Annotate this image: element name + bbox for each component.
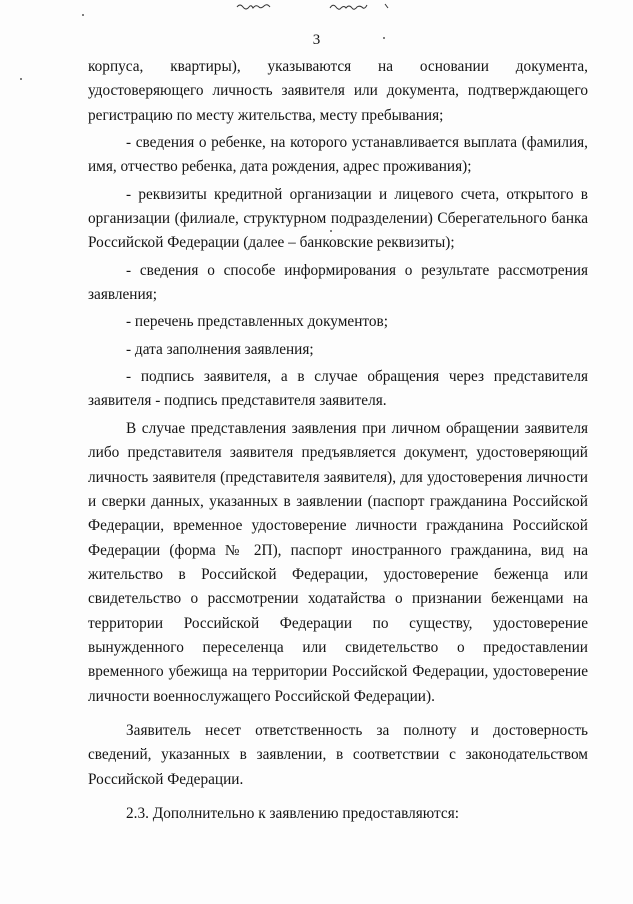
- list-item-fill-date: - дата заполнения заявления;: [126, 340, 314, 358]
- list-item-documents-list: - перечень представленных документов;: [126, 313, 388, 331]
- page-number: 3: [312, 32, 321, 48]
- paragraph-section-2-3: 2.3. Дополнительно к заявлению предоставляются:: [126, 804, 459, 822]
- paragraph: корпуса, квартиры), указываются на основании документа, удостоверяющего личность заявителя или документа, подтверждающего регистрацию по месту жительства, месту пребывания;: [88, 58, 588, 124]
- list-item-signature: - подпись заявителя, а в случае обращения через представителя заявителя - подпись представителя заявителя.: [88, 368, 588, 410]
- list-item-bank-details: - реквизиты кредитной организации и лицевого счета, открытого в организации (филиале, структурном подразделении) Сберегательного банка Российской Федерации (далее – банковские реквизиты);: [88, 185, 588, 252]
- body-text: [88, 55, 588, 826]
- paragraph-responsibility: Заявитель несет ответственность за полноту и достоверность сведений, указанных в заявлении, в соответствии с законодательством Российской Федерации.: [88, 721, 588, 788]
- page-speck: [20, 78, 22, 80]
- list-item-notification-method: - сведения о способе информирования о результате рассмотрения заявления;: [88, 261, 588, 304]
- header-scribble-marks: [235, 0, 395, 14]
- paragraph-identity-documents: В случае представления заявления при личном обращении заявителя либо представителя заявителя предъявляется документ, удостоверяющий личность заявителя (представителя заявителя), для удостоверения личности и сверки данных, указанных в заявлении (паспорт гражданина Российской Федерации, временное удостоверение личности гражданина Российской Федерации (форма № 2П), паспорт иностранного гражданина, вид на жительство в Российской Федерации, удостоверение беженца или свидетельство о рассмотрении ходатайства о признании беженцами на территории Российской Федерации по существу, удостоверение вынужденного переселенца или свидетельство о предоставлении временного убежища на территории Российской Федерации, удостоверение личности военнослужащего Российской Федерации).: [88, 419, 588, 705]
- list-item-child-info: - сведения о ребенке, на которого устанавливается выплата (фамилия, имя, отчество ребенка, дата рождения, адрес проживания);: [88, 134, 588, 176]
- page-speck: [82, 14, 84, 16]
